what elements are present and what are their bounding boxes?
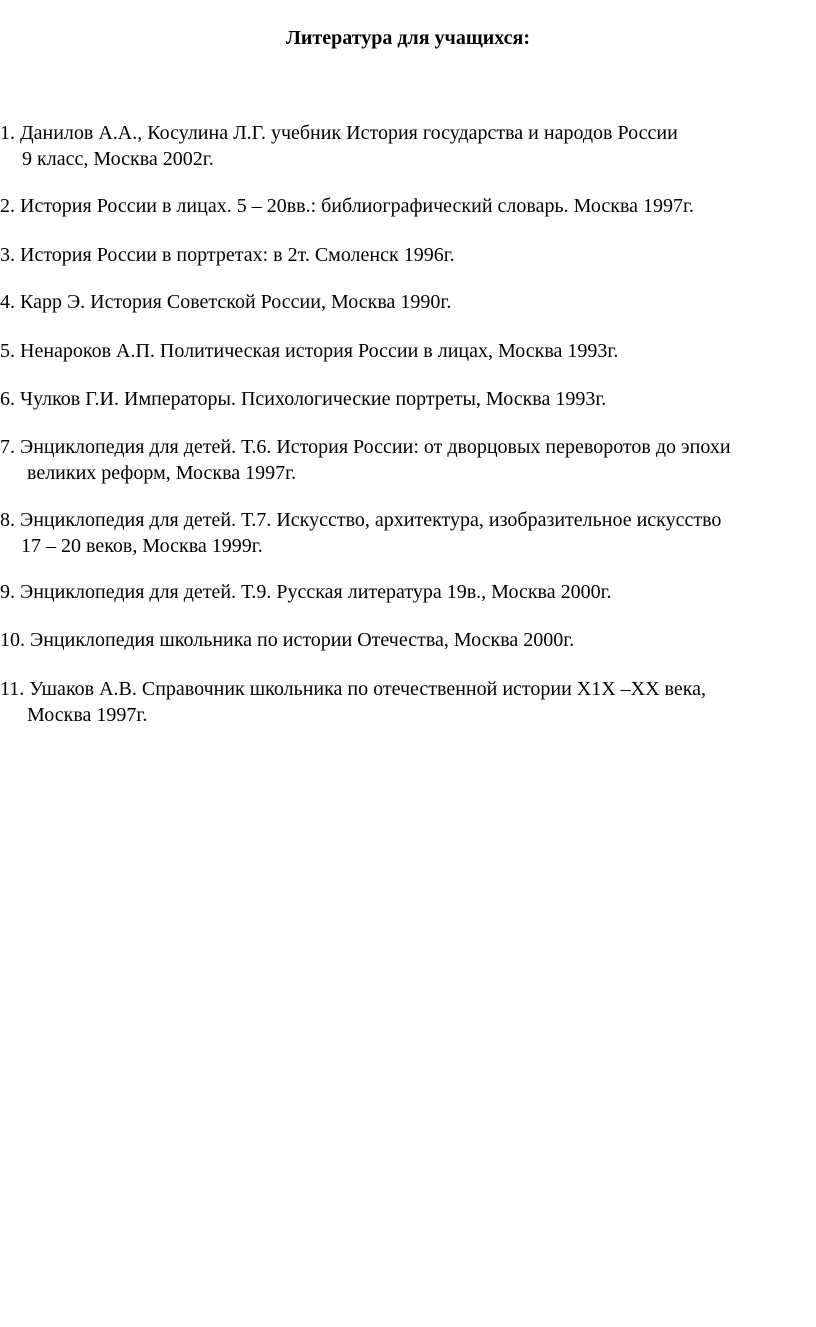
- reference-item-7-line-2: великих реформ, Москва 1997г.: [27, 462, 297, 484]
- reference-item-8-line-2: 17 – 20 веков, Москва 1999г.: [21, 535, 263, 557]
- reference-item-4: [0, 289, 810, 315]
- document-title: Литература для учащихся:: [285, 27, 531, 49]
- reference-item-10-line-1: 10. Энциклопедия школьника по истории Отечества, Москва 2000г.: [0, 629, 575, 651]
- reference-item-7: [0, 434, 810, 486]
- reference-item-1-line-2: 9 класс, Москва 2002г.: [22, 148, 214, 170]
- reference-item-11-line-2: Москва 1997г.: [27, 704, 148, 726]
- reference-item-11-line-1: 11. Ушаков А.В. Справочник школьника по отечественной истории Х1Х –ХХ века,: [0, 678, 707, 700]
- reference-item-5: [0, 338, 810, 364]
- reference-item-1-line-1: 1. Данилов А.А., Косулина Л.Г. учебник История государства и народов России: [0, 122, 678, 144]
- reference-item-9-line-1: 9. Энциклопедия для детей. Т.9. Русская литература 19в., Москва 2000г.: [0, 581, 612, 603]
- reference-item-6-line-1: 6. Чулков Г.И. Императоры. Психологические портреты, Москва 1993г.: [0, 388, 607, 410]
- reference-item-8-line-1: 8. Энциклопедия для детей. Т.7. Искусство, архитектура, изобразительное искусство: [0, 509, 722, 531]
- reference-item-2: [0, 193, 810, 219]
- reference-item-3: [0, 242, 810, 268]
- reference-item-4-line-1: 4. Карр Э. История Советской России, Москва 1990г.: [0, 291, 452, 313]
- reference-item-2-line-1: 2. История России в лицах. 5 – 20вв.: библиографический словарь. Москва 1997г.: [0, 195, 694, 217]
- reference-item-1: [0, 120, 810, 172]
- reference-item-6: [0, 386, 810, 412]
- reference-item-5-line-1: 5. Ненароков А.П. Политическая история России в лицах, Москва 1993г.: [0, 340, 619, 362]
- reference-item-11: [0, 676, 810, 728]
- reference-item-8: [0, 507, 810, 559]
- reference-item-9: [0, 579, 810, 605]
- reference-item-3-line-1: 3. История России в портретах: в 2т. Смоленск 1996г.: [0, 244, 455, 266]
- reference-item-7-line-1: 7. Энциклопедия для детей. Т.6. История России: от дворцовых переворотов до эпохи: [0, 436, 731, 458]
- reference-item-10: [0, 627, 810, 653]
